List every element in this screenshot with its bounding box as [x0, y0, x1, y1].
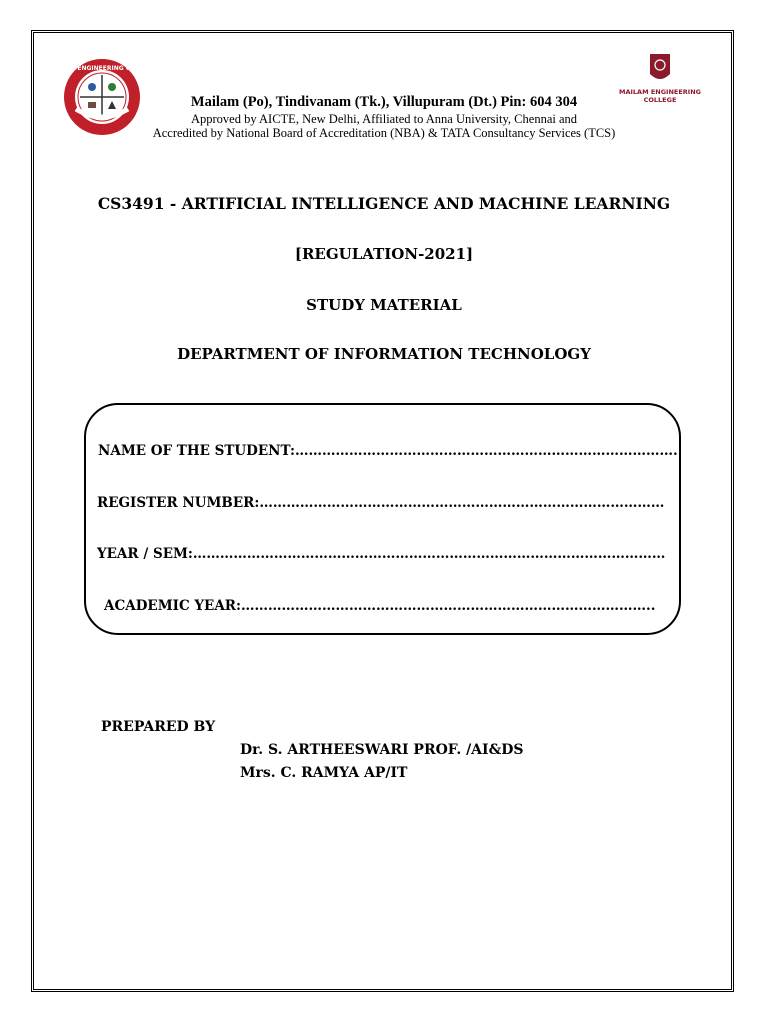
prepared-by-label: PREPARED BY [101, 719, 216, 735]
logo-crest-text-1: MAILAM ENGINEERING [619, 88, 701, 96]
register-number-field: REGISTER NUMBER:……………………………………………………………………………… [97, 495, 665, 511]
author-2: Mrs. C. RAMYA AP/IT [240, 765, 408, 781]
author-1: Dr. S. ARTHEESWARI PROF. /AI&DS [240, 742, 524, 758]
student-name-field: NAME OF THE STUDENT:…………………………………………………………………………. [98, 443, 678, 459]
year-sem-field: YEAR / SEM:…………………………………………………………………………………………… [97, 546, 666, 562]
regulation-label: [REGULATION-2021] [294, 245, 474, 263]
course-title: CS3491 - ARTIFICIAL INTELLIGENCE AND MACHINE LEARNING [97, 194, 671, 213]
department-heading: DEPARTMENT OF INFORMATION TECHNOLOGY [177, 345, 591, 363]
academic-year-field: ACADEMIC YEAR:……………………………………………………………………………….. [104, 598, 656, 614]
study-material-heading: STUDY MATERIAL [306, 296, 462, 314]
accreditation-text: Accredited by National Board of Accreditation (NBA) & TATA Consultancy Services (TCS) [152, 126, 616, 140]
logo-seal-text: MAILAM ENGINEERING COLLEGE [47, 65, 157, 72]
logo-crest-text-2: COLLEGE [643, 96, 677, 104]
approval-text: Approved by AICTE, New Delhi, Affiliated to Anna University, Chennai and [190, 112, 578, 126]
college-address: Mailam (Po), Tindivanam (Tk.), Villupuram (Dt.) Pin: 604 304 [190, 94, 578, 110]
